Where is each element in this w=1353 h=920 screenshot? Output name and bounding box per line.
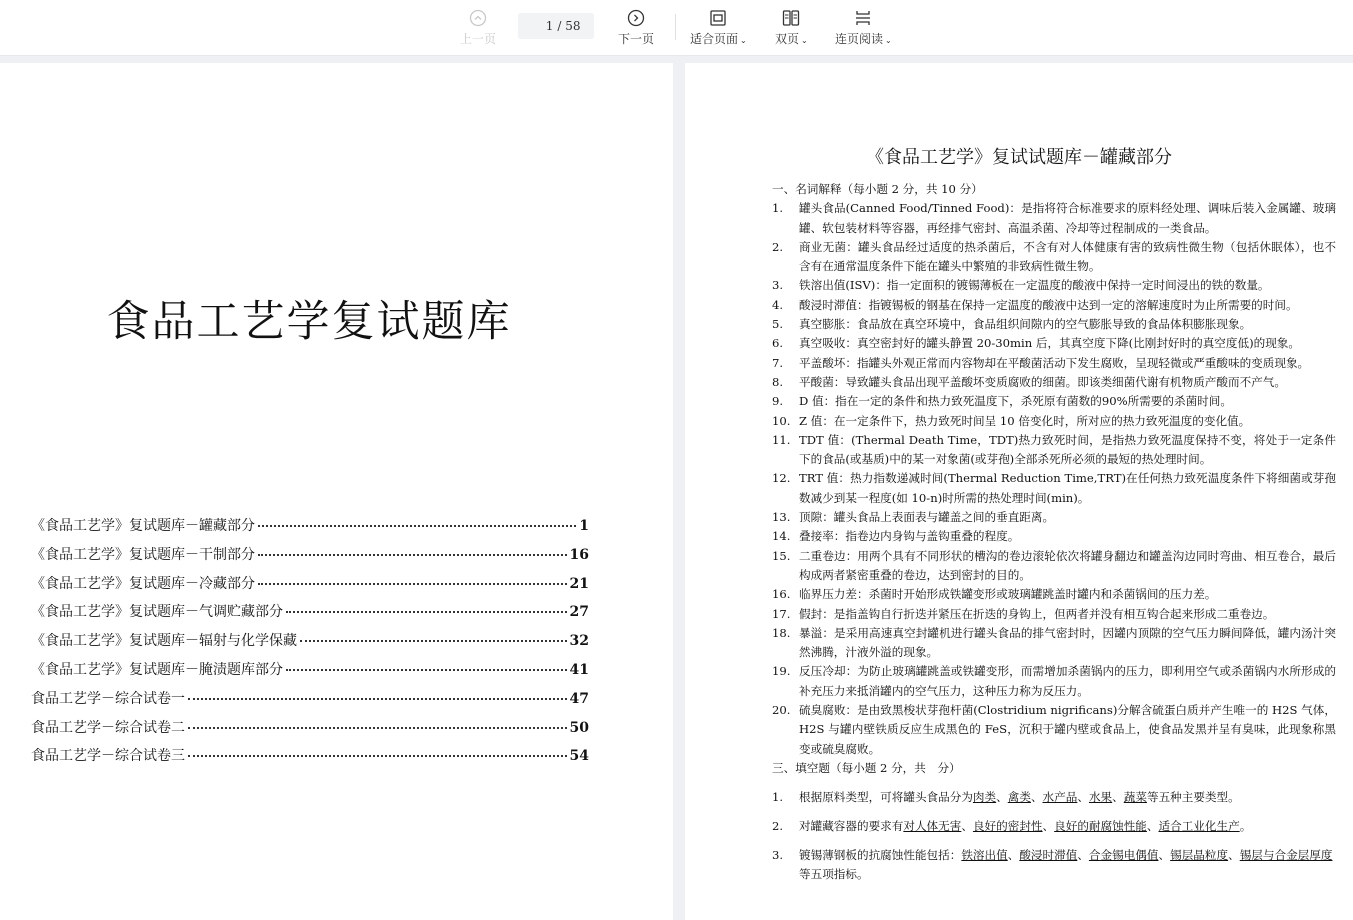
page-number-input[interactable]: [531, 19, 553, 33]
answer: 对人体无害: [903, 818, 962, 833]
term-item: [772, 508, 1336, 527]
toc-entry[interactable]: [31, 659, 589, 688]
term-item: [772, 469, 1336, 508]
term-number: 17.: [772, 606, 791, 621]
fit-page-dropdown[interactable]: [690, 8, 747, 47]
toc-entry-title: 食品工艺学－综合试卷三: [31, 748, 185, 765]
term-definition: TDT 值：(Thermal Death Time，TDT)热力致死时间，是指热力致死温度保持不变，将处于一定条件下的食品(或基质)中的某一对象菌(或芽孢)全部杀死所必须的最短的热处理时间。: [799, 432, 1336, 467]
toc-entry-page: 16: [569, 546, 589, 563]
answer: 锡层与合金层厚度: [1239, 847, 1333, 862]
question-number: 3.: [772, 847, 784, 862]
question-text: 根据原料类型，可将罐头食品分为肉类、禽类、水产品、水果、蔬菜等五种主要类型。: [799, 789, 1240, 804]
toc-leader-dots: [258, 525, 576, 527]
toc-entry-page: 27: [569, 604, 589, 621]
term-definition: 假封：是指盖钩自行折迭并紧压在折迭的身钩上，但两者并没有相互钩合起来形成二重卷边。: [799, 606, 1275, 621]
prev-page-label: 上一页: [460, 32, 497, 46]
answer: 禽类: [1007, 789, 1031, 804]
term-number: 16.: [772, 587, 791, 602]
term-number: 8.: [772, 374, 784, 389]
toc-leader-dots: [188, 755, 567, 757]
page-content: [772, 180, 1336, 884]
term-definition: 硫臭腐败：是由致黑梭状芽孢杆菌(Clostridium nigrificans)分解含硫蛋白质并产生唯一的 H2S 气体，H2S 与罐内壁铁质反应生成黑色的 FeS，沉积于罐内壁或食品上，使食品发黑并呈有臭味，此现象称黑变或硫臭腐败。: [799, 703, 1336, 756]
answer: 良好的密封性: [972, 818, 1043, 833]
term-number: 12.: [772, 471, 791, 486]
toc-entry[interactable]: [31, 515, 589, 544]
cover-title: 食品工艺学复试题库: [106, 297, 512, 347]
term-item: [772, 527, 1336, 546]
toc-entry-page: 47: [569, 690, 589, 707]
term-number: 1.: [772, 201, 784, 216]
toolbar-divider: [675, 14, 676, 40]
term-definition: TRT 值：热力指数递减时间(Thermal Reduction Time,TRT)在任何热力致死温度条件下将细菌或芽孢数减少到某一程度(如 10-n)时所需的热处理时间(min)。: [799, 471, 1336, 505]
term-item: [772, 296, 1336, 315]
term-number: 2.: [772, 239, 784, 254]
toc-entry[interactable]: [31, 688, 589, 717]
fill-question: [772, 846, 1336, 885]
toc-leader-dots: [258, 554, 567, 556]
answer: 锡层晶粒度: [1170, 847, 1229, 862]
toc-entry-title: 《食品工艺学》复试题库－腌渍题库部分: [31, 661, 283, 678]
document-page-1: [685, 63, 1353, 920]
toc-entry-page: 1: [579, 518, 589, 534]
term-definition: 铁溶出值(ISV)：指一定面积的镀锡薄板在一定温度的酸液中保持一定时间浸出的铁的数量。: [799, 278, 1270, 293]
term-definition: 平酸菌：导致罐头食品出现平盖酸坏变质腐败的细菌。即该类细菌代谢有机物质产酸而不产气。: [799, 374, 1286, 389]
total-pages: / 58: [557, 19, 581, 33]
chevron-down-icon: ⌄: [740, 36, 747, 45]
term-number: 10.: [772, 413, 791, 428]
page-indicator: [518, 13, 594, 39]
toc-leader-dots: [286, 669, 567, 671]
double-page-dropdown[interactable]: [775, 8, 808, 47]
toc-leader-dots: [258, 583, 567, 585]
section-heading-fill: 三、填空题（每小题 2 分，共 分）: [772, 760, 961, 775]
toc-entry[interactable]: [31, 745, 589, 774]
toc-leader-dots: [188, 698, 567, 700]
continuous-scroll-icon: [854, 8, 872, 28]
question-text: 镀锡薄钢板的抗腐蚀性能包括：铁溶出值、酸浸时滞值、合金锡电偶值、锡层晶粒度、锡层与合金层厚度等五项指标。: [799, 847, 1333, 882]
term-item: [772, 315, 1336, 334]
chevron-right-circle-icon: [627, 8, 645, 28]
question-number: 2.: [772, 818, 784, 833]
continuous-reading-label: 连页阅读: [835, 32, 884, 46]
answer: 水果: [1088, 789, 1113, 804]
term-definition: 真空吸收：真空密封好的罐头静置 20-30min 后，其真空度下降(比刚封好时的真空度低)的现象。: [799, 336, 1300, 351]
answer: 酸浸时滞值: [1019, 847, 1078, 862]
toc-entry-title: 食品工艺学－综合试卷一: [31, 690, 185, 707]
section-heading-terms: 一、名词解释（每小题 2 分，共 10 分）: [772, 182, 983, 196]
answer: 水产品: [1042, 789, 1078, 804]
toc-entry[interactable]: [31, 630, 589, 659]
toc-entry-title: 《食品工艺学》复试题库－干制部分: [31, 546, 255, 563]
term-item: [772, 547, 1336, 586]
term-item: [772, 334, 1336, 353]
prev-page-button[interactable]: [460, 8, 496, 47]
page-title: 《食品工艺学》复试试题库－罐藏部分: [866, 147, 1172, 168]
fill-question: [772, 817, 1336, 836]
term-item: [772, 412, 1336, 431]
term-number: 6.: [772, 336, 784, 351]
term-item: [772, 373, 1336, 392]
chevron-up-circle-icon: [469, 8, 487, 28]
term-definition: 酸浸时滞值：指镀锡板的钢基在保持一定温度的酸液中达到一定的溶解速度时为止所需要的时间。: [799, 297, 1298, 312]
answer: 合金锡电偶值: [1088, 847, 1159, 862]
term-item: [772, 662, 1336, 701]
fill-question: [772, 788, 1336, 807]
term-number: 19.: [772, 664, 791, 679]
term-number: 13.: [772, 510, 791, 525]
term-definition: D 值：指在一定的条件和热力致死温度下，杀死原有菌数的90%所需要的杀菌时间。: [799, 394, 1232, 409]
term-definition: 平盖酸坏：指罐头外观正常而内容物却在平酸菌活动下发生腐败，呈现轻微或严重酸味的变质现象。: [799, 355, 1310, 370]
term-definition: 临界压力差：杀菌时开始形成铁罐变形或玻璃罐跳盖时罐内和杀菌锅间的压力差。: [799, 587, 1217, 602]
document-page-cover: [0, 63, 673, 920]
answer: 适合工业化生产: [1158, 818, 1240, 833]
term-number: 20.: [772, 703, 791, 718]
toc-entry-title: 《食品工艺学》复试题库－辐射与化学保藏: [31, 633, 297, 650]
term-item: [772, 585, 1336, 604]
answer: 良好的耐腐蚀性能: [1054, 818, 1147, 833]
fit-page-icon: [709, 8, 727, 28]
answer: 肉类: [972, 789, 997, 804]
term-item: [772, 199, 1336, 238]
term-item: [772, 605, 1336, 624]
toolbar: [0, 0, 1353, 56]
toc-leader-dots: [188, 727, 567, 729]
question-text: 对罐藏容器的要求有对人体无害、良好的密封性、良好的耐腐蚀性能、适合工业化生产。: [799, 818, 1252, 833]
toc-entry-title: 《食品工艺学》复试题库－气调贮藏部分: [31, 604, 283, 621]
term-number: 4.: [772, 297, 784, 312]
toc-entry-page: 32: [569, 633, 589, 650]
toc-entry[interactable]: [31, 544, 589, 573]
term-number: 9.: [772, 394, 784, 409]
toc-entry-title: 《食品工艺学》复试题库－罐藏部分: [31, 518, 255, 534]
toc-entry-page: 54: [569, 748, 589, 765]
term-item: [772, 238, 1336, 277]
fit-page-label: 适合页面: [690, 32, 739, 46]
table-of-contents: [31, 515, 589, 774]
term-number: 3.: [772, 278, 784, 293]
toc-leader-dots: [286, 611, 567, 613]
term-definition: 叠接率：指卷边内身钩与盖钩重叠的程度。: [799, 529, 1020, 544]
term-item: [772, 276, 1336, 295]
term-number: 14.: [772, 529, 791, 544]
next-page-label: 下一页: [618, 32, 655, 46]
term-number: 11.: [772, 432, 791, 447]
double-page-icon: [782, 8, 800, 28]
term-item: [772, 354, 1336, 373]
double-page-label: 双页: [775, 32, 800, 46]
answer: 铁溶出值: [961, 847, 1008, 862]
toc-leader-dots: [300, 640, 567, 642]
term-number: 15.: [772, 548, 791, 563]
term-definition: 商业无菌：罐头食品经过适度的热杀菌后，不含有对人体健康有害的致病性微生物（包括休眠体），也不含有在通常温度条件下能在罐头中繁殖的非致病性微生物。: [799, 239, 1336, 274]
term-list: [772, 199, 1336, 759]
term-definition: 暴溢：是采用高速真空封罐机进行罐头食品的排气密封时，因罐内顶隙的空气压力瞬间降低，罐内汤汁突然沸腾，汁液外溢的现象。: [799, 625, 1336, 660]
term-definition: 真空膨胀：食品放在真空环境中，食品组织间隙内的空气膨胀导致的食品体积膨胀现象。: [799, 317, 1252, 332]
answer: 蔬菜: [1123, 789, 1147, 804]
next-page-button[interactable]: [618, 8, 654, 47]
term-definition: Z 值：在一定条件下，热力致死时间呈 10 倍变化时，所对应的热力致死温度的变化值。: [799, 413, 1251, 428]
term-number: 18.: [772, 625, 791, 640]
continuous-reading-dropdown[interactable]: [835, 8, 892, 47]
toc-entry-title: 食品工艺学－综合试卷二: [31, 719, 185, 736]
term-item: [772, 701, 1336, 759]
chevron-down-icon: ⌄: [885, 36, 892, 45]
term-definition: 反压冷却：为防止玻璃罐跳盖或铁罐变形，而需增加杀菌锅内的压力，即利用空气或杀菌锅内水所形成的补充压力来抵消罐内的空气压力，这种压力称为反压力。: [799, 664, 1336, 698]
toc-entry-page: 50: [569, 719, 589, 736]
term-item: [772, 431, 1336, 470]
toc-entry[interactable]: [31, 717, 589, 746]
term-item: [772, 392, 1336, 411]
term-number: 5.: [772, 317, 784, 332]
term-definition: 罐头食品(Canned Food/Tinned Food)：是指将符合标准要求的原料经处理、调味后装入金属罐、玻璃罐、软包装材料等容器，再经排气密封、高温杀菌、冷却等过程制成的一类食品。: [799, 201, 1336, 235]
term-definition: 顶隙：罐头食品上表面表与罐盖之间的垂直距离。: [799, 510, 1055, 525]
term-item: [772, 624, 1336, 663]
toc-entry-title: 《食品工艺学》复试题库－冷藏部分: [31, 575, 255, 592]
term-number: 7.: [772, 355, 784, 370]
toc-entry-page: 21: [569, 575, 589, 592]
toc-entry-page: 41: [569, 661, 589, 678]
toc-entry[interactable]: [31, 601, 589, 630]
chevron-down-icon: ⌄: [801, 36, 808, 45]
toc-entry[interactable]: [31, 573, 589, 602]
question-number: 1.: [772, 789, 784, 804]
term-definition: 二重卷边：用两个具有不同形状的槽沟的卷边滚轮依次将罐身翻边和罐盖沟边同时弯曲、相互卷合，最后构成两者紧密重叠的卷边，达到密封的目的。: [799, 548, 1336, 582]
